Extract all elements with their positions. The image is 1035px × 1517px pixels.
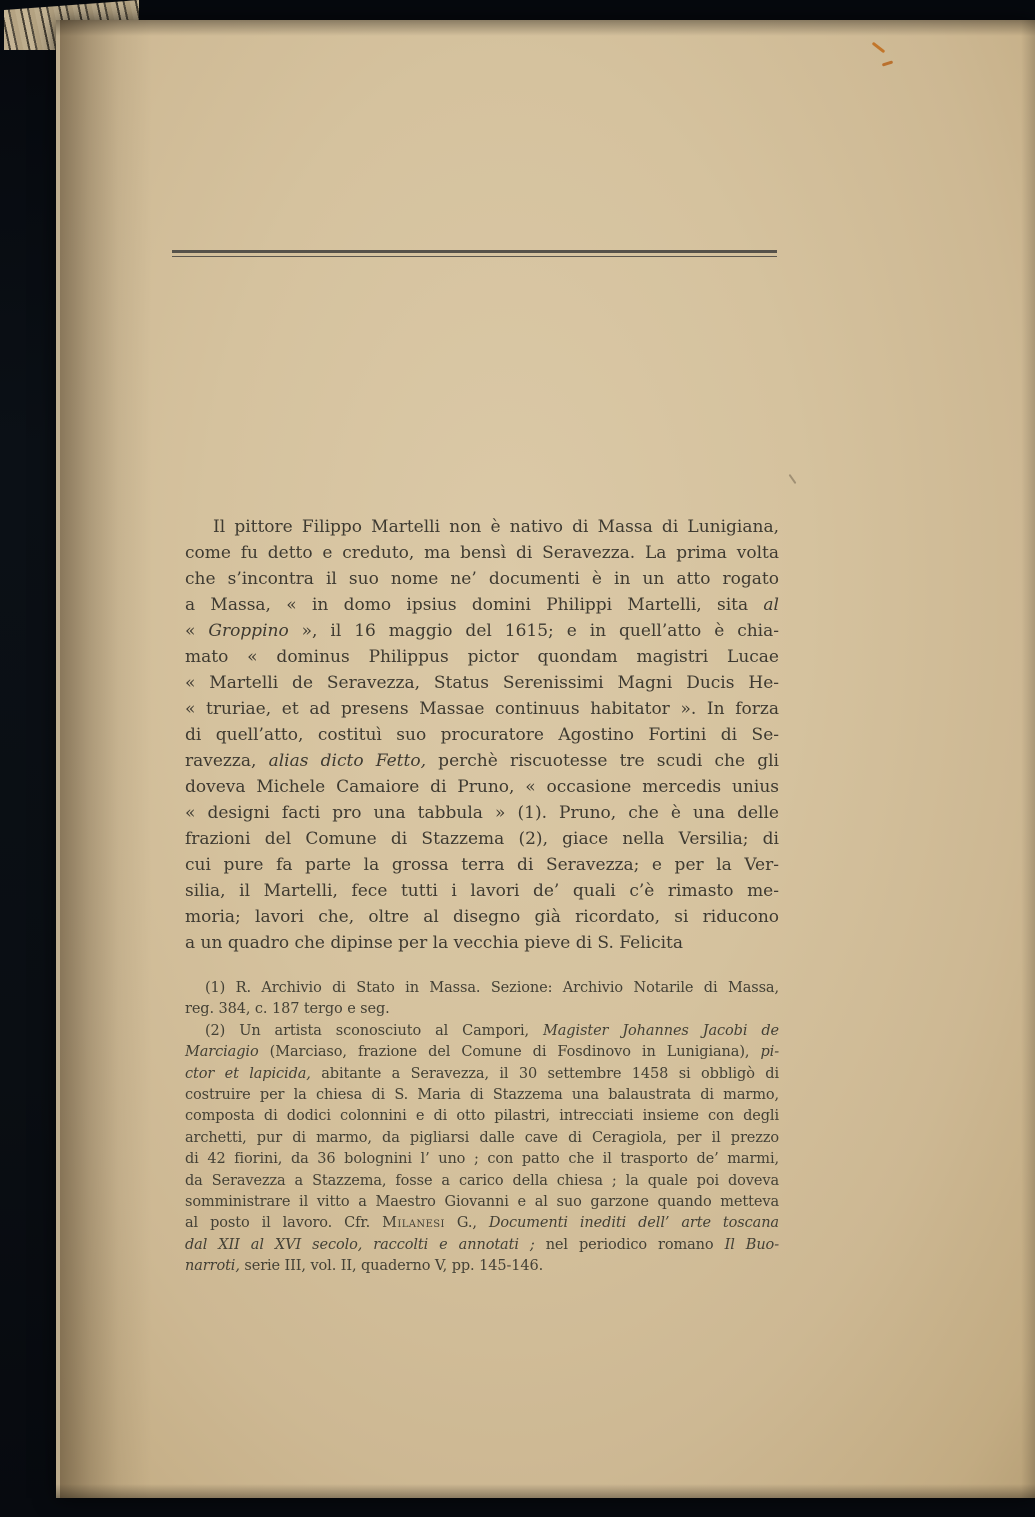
text-run: Groppino — [208, 621, 289, 641]
text-run: di 42 fiorini, da 36 bolognini l’ uno ; con patto che il trasporto de’ marmi, — [185, 1151, 779, 1168]
text-line — [185, 566, 779, 592]
text-line — [185, 1171, 779, 1192]
text-line — [185, 930, 779, 956]
text-line — [185, 540, 779, 566]
text-run: « Martelli de Seravezza, Status Serenissimi Magni Ducis He- — [185, 673, 779, 693]
text-run: dal XII al XVI secolo, raccolti e annotati ; — [185, 1236, 535, 1253]
text-line — [185, 826, 779, 852]
text-run: da Seravezza a Stazzema, fosse a carico della chiesa ; la quale poi doveva — [185, 1172, 779, 1189]
text-line — [185, 670, 779, 696]
text-run: pi- — [760, 1044, 779, 1061]
text-run: perchè riscuotesse tre scudi che gli — [425, 751, 779, 771]
text-line — [185, 696, 779, 722]
text-run: frazioni del Comune di Stazzema (2), giace nella Versilia; di — [185, 829, 779, 849]
bottom-shadow — [56, 1484, 1035, 1498]
text-run: che s’incontra il suo nome ne’ documenti è in un atto rogato — [185, 569, 779, 589]
footnotes — [185, 978, 779, 1278]
text-run: reg. 384, c. 187 tergo e seg. — [185, 1001, 390, 1018]
text-run: moria; lavori che, oltre al disegno già ricordato, si riducono — [185, 907, 779, 927]
text-run: « truriae, et ad presens Massae continuus habitator ». In forza — [185, 699, 779, 719]
text-line — [185, 1192, 779, 1213]
text-run: come fu detto e creduto, ma bensì di Seravezza. La prima volta — [185, 543, 779, 563]
text-line — [185, 618, 779, 644]
text-run: « designi facti pro una tabbula » (1). Pruno, che è una delle — [185, 803, 779, 823]
text-run: al — [763, 595, 779, 615]
right-shadow — [1021, 20, 1035, 1498]
text-line — [185, 722, 779, 748]
pencil-mark-faint — [789, 474, 797, 484]
text-run: Marciagio — [185, 1044, 259, 1061]
text-run: mato « dominus Philippus pictor quondam magistri Lucae — [185, 647, 779, 667]
pencil-mark — [872, 42, 886, 54]
text-line — [185, 1021, 779, 1042]
text-line — [185, 1064, 779, 1085]
top-shadow — [56, 20, 1035, 36]
text-line — [185, 978, 779, 999]
text-run: archetti, pur di marmo, da pigliarsi dalle cave di Ceragiola, per il prezzo — [185, 1129, 779, 1146]
text-run: (1) R. Archivio di Stato in Massa. Sezione: Archivio Notarile di Massa, — [205, 980, 779, 996]
text-run: abitante a Seravezza, il 30 settembre 1458 si obbligò di — [310, 1065, 779, 1082]
text-run: nel periodico romano — [534, 1236, 725, 1253]
text-line — [185, 514, 779, 540]
text-run: a Massa, « in domo ipsius domini Philippi Martelli, sita — [185, 595, 764, 615]
text-line — [185, 904, 779, 930]
gutter-shadow — [56, 20, 152, 1498]
text-run: serie III, vol. II, quaderno V, pp. 145-146. — [239, 1258, 544, 1275]
text-run: Il pittore Filippo Martelli non è nativo di Massa di Lunigiana, — [213, 517, 779, 537]
text-run: (2) Un artista sconosciuto al Campori, — [205, 1022, 543, 1039]
text-run: cui pure fa parte la grossa terra di Seravezza; e per la Ver- — [185, 855, 779, 875]
text-line — [185, 1235, 779, 1256]
text-run: Il Buo- — [724, 1236, 779, 1253]
text-line — [185, 999, 779, 1020]
text-run: », il 16 maggio del 1615; e in quell’atto è chia- — [288, 621, 779, 641]
text-run: doveva Michele Camaiore di Pruno, « occasione mercedis unius — [185, 777, 779, 797]
text-run: G., — [444, 1215, 489, 1232]
text-line — [185, 1149, 779, 1170]
text-line — [185, 1085, 779, 1106]
main-text — [185, 514, 779, 956]
text-line — [185, 774, 779, 800]
text-run: di quell’atto, costituì suo procuratore Agostino Fortini di Se- — [185, 725, 779, 745]
text-run: narroti, — [185, 1258, 240, 1275]
book-page — [56, 20, 1035, 1498]
text-run: Documenti inediti dell’ arte toscana — [488, 1215, 779, 1232]
text-line — [185, 644, 779, 670]
text-run: « — [185, 621, 209, 641]
separator-rule — [172, 250, 777, 257]
text-line — [185, 878, 779, 904]
separator-rule-thick — [172, 250, 777, 253]
text-run: a un quadro che dipinse per la vecchia pieve di S. Felicita — [185, 933, 683, 953]
text-run: composta di dodici colonnini e di otto pilastri, intrecciati insieme con degli — [185, 1108, 779, 1125]
text-run: al posto il lavoro. Cfr. — [185, 1215, 383, 1232]
text-line — [185, 1213, 779, 1234]
text-run: Milanesi — [382, 1215, 445, 1232]
text-line — [185, 1256, 779, 1277]
text-run: somministrare il vitto a Maestro Giovanni e al suo garzone quando metteva — [185, 1194, 779, 1211]
text-line — [185, 1106, 779, 1127]
text-run: alias dicto Fetto, — [268, 751, 426, 771]
text-run: ctor et lapicida, — [185, 1065, 311, 1082]
text-run: ravezza, — [185, 751, 269, 771]
text-line — [185, 748, 779, 774]
separator-rule-thin — [172, 256, 777, 257]
page-edge-highlight — [56, 20, 60, 1498]
text-line — [185, 1128, 779, 1149]
pencil-mark — [882, 60, 893, 66]
text-run: (Marciaso, frazione del Comune di Fosdinovo in Lunigiana), — [258, 1044, 761, 1061]
text-line — [185, 800, 779, 826]
text-line — [185, 852, 779, 878]
text-line — [185, 1042, 779, 1063]
text-line — [185, 592, 779, 618]
text-run: Magister Johannes Jacobi de — [542, 1022, 779, 1039]
text-run: costruire per la chiesa di S. Maria di Stazzema una balaustrata di marmo, — [185, 1087, 779, 1104]
text-run: silia, il Martelli, fece tutti i lavori de’ quali c’è rimasto me- — [185, 881, 779, 901]
